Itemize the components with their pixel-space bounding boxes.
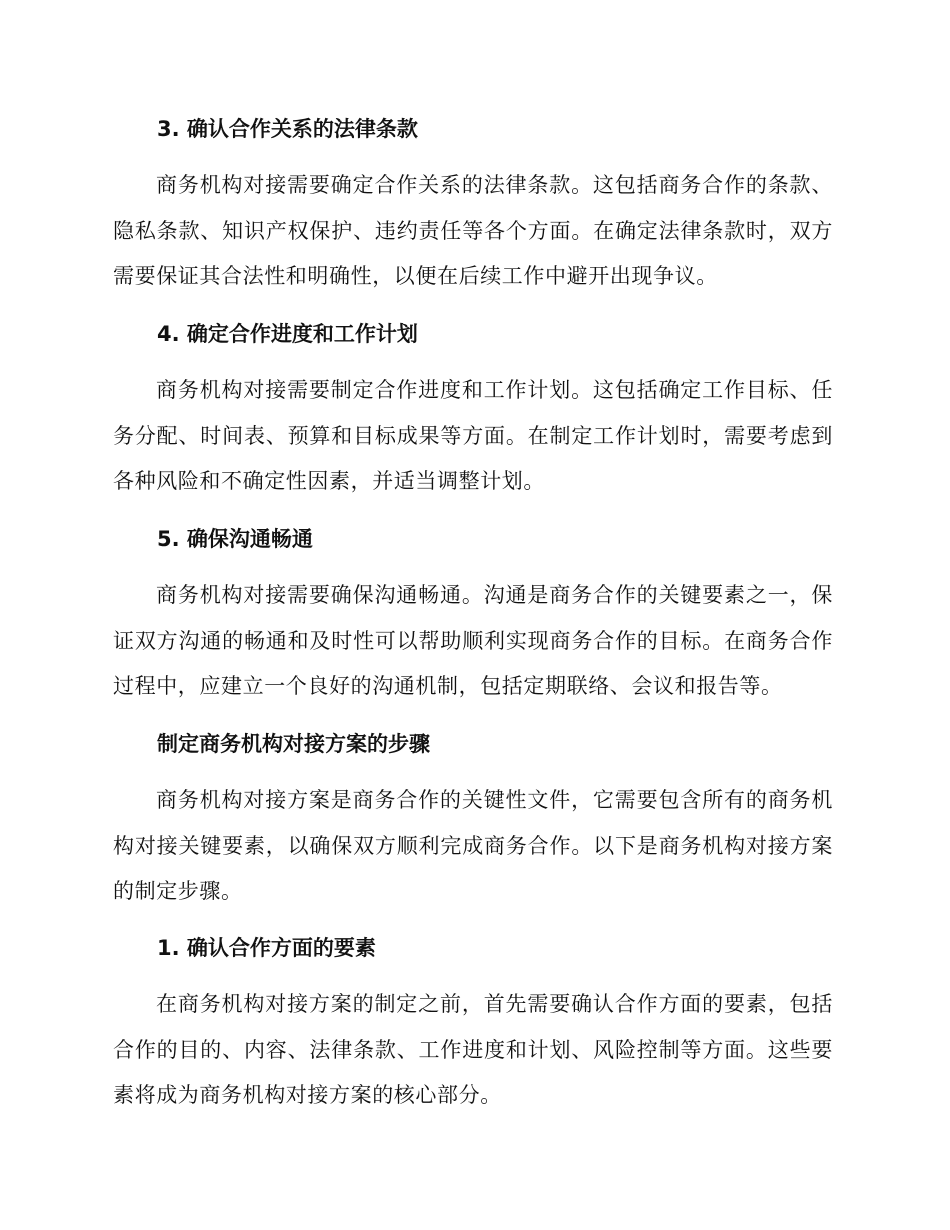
section-paragraph-work-plan: 商务机构对接需要制定合作进度和工作计划。这包括确定工作目标、任务分配、时间表、预算和目标成果等方面。在制定工作计划时，需要考虑到各种风险和不确定性因素，并适当调整计划。 [113, 378, 833, 493]
section-heading-communication: 5. 确保沟通畅通 [157, 527, 313, 551]
section-heading-work-plan: 4. 确定合作进度和工作计划 [157, 322, 418, 346]
section-heading-cooperation-elements: 1. 确认合作方面的要素 [157, 936, 376, 960]
section-paragraph-plan-steps: 商务机构对接方案是商务合作的关键性文件，它需要包含所有的商务机构对接关键要素，以确保双方顺利完成商务合作。以下是商务机构对接方案的制定步骤。 [113, 788, 833, 903]
section-paragraph-communication: 商务机构对接需要确保沟通畅通。沟通是商务合作的关键要素之一，保证双方沟通的畅通和及时性可以帮助顺利实现商务合作的目标。在商务合作过程中，应建立一个良好的沟通机制，包括定期联络、会议和报告等。 [113, 583, 833, 698]
section-paragraph-cooperation-elements: 在商务机构对接方案的制定之前，首先需要确认合作方面的要素，包括合作的目的、内容、法律条款、工作进度和计划、风险控制等方面。这些要素将成为商务机构对接方案的核心部分。 [113, 992, 833, 1107]
section-heading-plan-steps: 制定商务机构对接方案的步骤 [157, 732, 430, 756]
section-heading-legal-terms: 3. 确认合作关系的法律条款 [157, 117, 418, 141]
section-paragraph-legal-terms: 商务机构对接需要确定合作关系的法律条款。这包括商务合作的条款、隐私条款、知识产权保护、违约责任等各个方面。在确定法律条款时，双方需要保证其合法性和明确性，以便在后续工作中避开出现争议。 [113, 173, 833, 288]
